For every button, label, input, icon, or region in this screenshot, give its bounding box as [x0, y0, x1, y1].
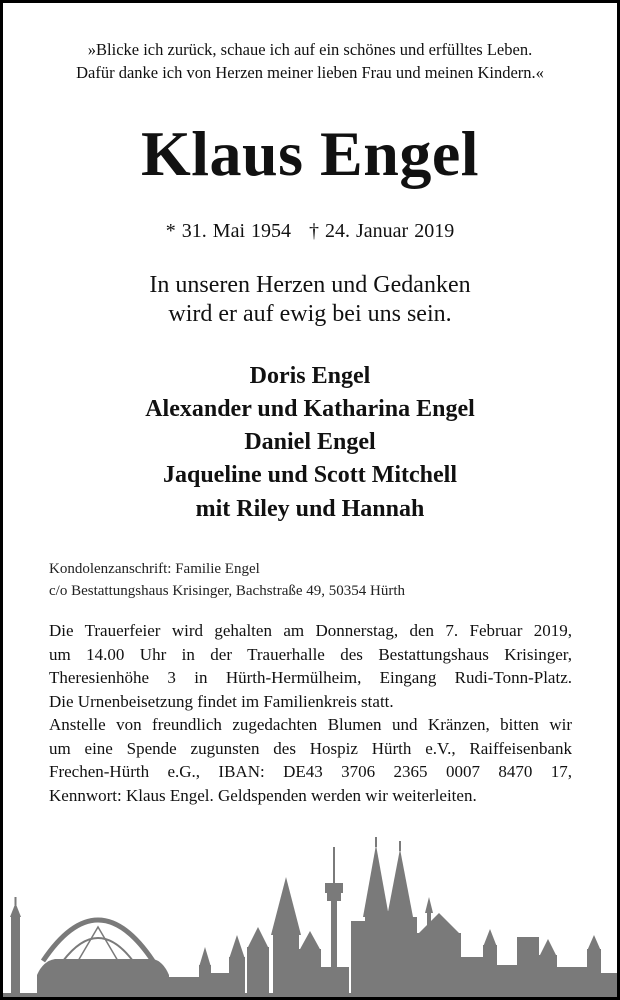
notice-line: Die Urnenbeisetzung findet im Familienkreis statt. — [49, 691, 394, 711]
notice-line: Frechen-Hürth e.G., IBAN: DE43 3706 2365 0007 8470 17, — [49, 762, 572, 781]
life-dates — [0, 218, 620, 244]
quote-line-2: Dafür danke ich von Herzen meiner lieben Frau und meinen Kindern.« — [76, 63, 544, 82]
skyline-silhouette — [3, 837, 617, 997]
notice-line: Die Trauerfeier wird gehalten am Donnerstag, den 7. Februar 2019, — [49, 621, 572, 640]
epitaph-quote — [30, 38, 590, 84]
address-line-2: c/o Bestattungshaus Krisinger, Bachstraße 49, 50354 Hürth — [49, 583, 406, 599]
notice-line: Kennwort: Klaus Engel. Geldspenden werden wir weiterleiten. — [49, 785, 477, 805]
notice-line: um eine Spende zugunsten des Hospiz Hürth e.V., Raiffeisenbank — [49, 738, 572, 758]
deceased-name: Klaus Engel — [140, 118, 480, 189]
mourner-name: Doris Engel — [249, 363, 371, 389]
verse-line-1: In unseren Herzen und Gedanken — [149, 272, 471, 298]
memorial-verse — [0, 271, 620, 329]
notice-line: Anstelle von freundlich zugedachten Blumen und Kränzen, bitten wir — [49, 715, 572, 734]
birth-date: * 31. Mai 1954 — [165, 220, 291, 242]
mourner-name: Jaqueline und Scott Mitchell — [162, 462, 457, 488]
verse-line-2: wird er auf ewig bei uns sein. — [168, 301, 452, 327]
cologne-skyline-illustration — [3, 837, 617, 997]
condolence-address — [49, 558, 572, 602]
death-date: † 24. Januar 2019 — [309, 220, 455, 242]
mourner-name: Alexander und Katharina Engel — [145, 396, 475, 422]
quote-line-1: »Blicke ich zurück, schaue ich auf ein schönes und erfülltes Leben. — [87, 40, 533, 59]
notice-line: um 14.00 Uhr in der Trauerhalle des Bestattungshaus Krisinger, — [49, 644, 572, 664]
mourner-name: mit Riley und Hannah — [195, 496, 425, 522]
funeral-notice-text — [49, 619, 572, 807]
address-line-1: Kondolenzanschrift: Familie Engel — [49, 561, 260, 577]
mourner-name: Daniel Engel — [244, 429, 376, 455]
notice-line: Theresienhöhe 3 in Hürth-Hermülheim, Eingang Rudi-Tonn-Platz. — [49, 668, 572, 687]
mourners-list — [0, 360, 620, 523]
